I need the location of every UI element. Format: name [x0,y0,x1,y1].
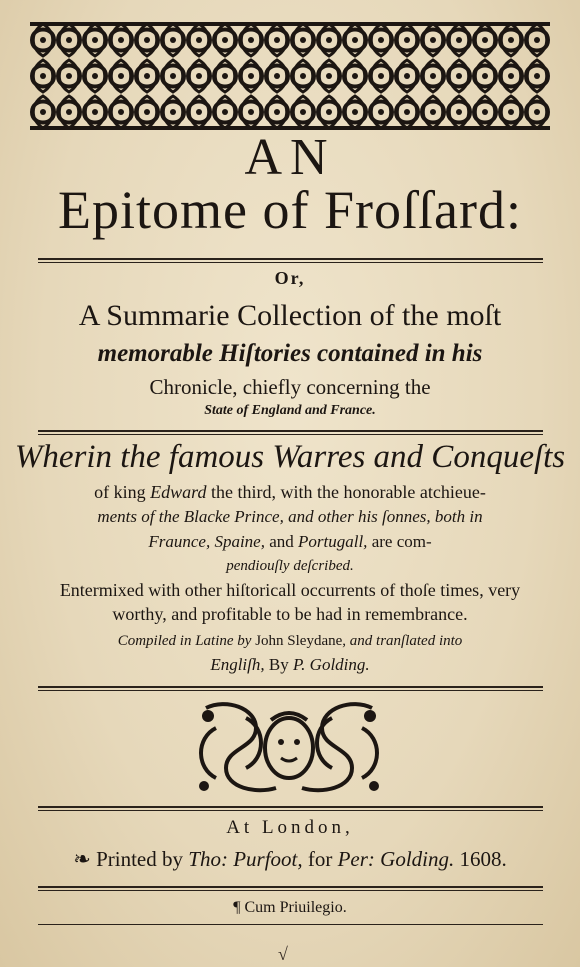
subtitle-or: Or, [274,268,306,288]
wherein-name: Edward [150,482,207,502]
entermixed-line-2: worthy, and profitable to be had in remembrance. [112,604,468,624]
imprint-place: At London, [226,817,354,838]
wherein-text: of king [94,482,151,502]
wherein-line-2 [0,480,580,504]
compiled-line-2 [0,654,580,676]
wherein-text: the third, with the honorable atchieue- [206,482,486,502]
imprint-printer: Tho: Purfoot, [188,847,303,871]
compiled-text: and tranſlated into [346,633,463,649]
wherein-text: Portugall, [298,532,368,551]
compiled-text: By [264,655,293,674]
divider-rule [38,258,543,260]
compiled-line-1 [0,630,580,652]
privilege-text: Cum Priuilegio. [244,899,347,916]
imprint-year: 1608. [454,847,507,871]
compiled-author: John Sleydane, [255,633,347,649]
wherein-text: Fraunce, Spaine, [148,532,265,551]
compiled-translator: P. Golding. [292,655,370,674]
entermixed-line-1: Entermixed with other hiſtoricall occurrents of thoſe times, very [59,580,521,600]
subtitle-line-1: A Summarie Collection of the moſt [78,299,502,332]
imprint-printed [0,844,580,874]
divider-rule [38,924,543,925]
divider-rule [38,886,543,888]
divider-rule [38,430,543,432]
printers-device-icon [186,698,392,802]
imprint-text: for [302,847,338,871]
wherein-text: are com- [367,532,432,551]
signature-mark: √ [278,944,288,964]
subtitle-line-3: Chronicle, chiefly concerning the [149,375,431,399]
wherein-line-1: Wherin the famous Warres and Conqueſts [14,439,566,475]
imprint-text: Printed by [96,847,189,871]
wherein-line-4 [0,530,580,554]
wherein-line-5: pendiouſly deſcribed. [226,558,354,574]
ornamental-headpiece [30,22,550,130]
wherein-line-3: ments of the Blacke Prince, and other his ſonnes, both in [97,507,483,526]
fleuron-icon: ❧ [73,847,97,871]
privilege-line [0,897,580,919]
divider-rule [38,686,543,688]
subtitle-line-2: memorable Hiſtories contained in his [97,340,483,367]
divider-rule [38,806,543,808]
compiled-text: Compiled in Latine by [117,633,256,649]
subtitle-line-4: State of England and France. [204,403,376,418]
title-main: Epitome of Froſſard: [58,180,522,240]
title-line-an: AN [244,129,336,186]
imprint-publisher: Per: Golding. [337,847,455,871]
pilcrow-icon: ¶ [233,899,245,916]
wherein-text: and [264,532,299,551]
compiled-text: Engliſh, [210,655,265,674]
